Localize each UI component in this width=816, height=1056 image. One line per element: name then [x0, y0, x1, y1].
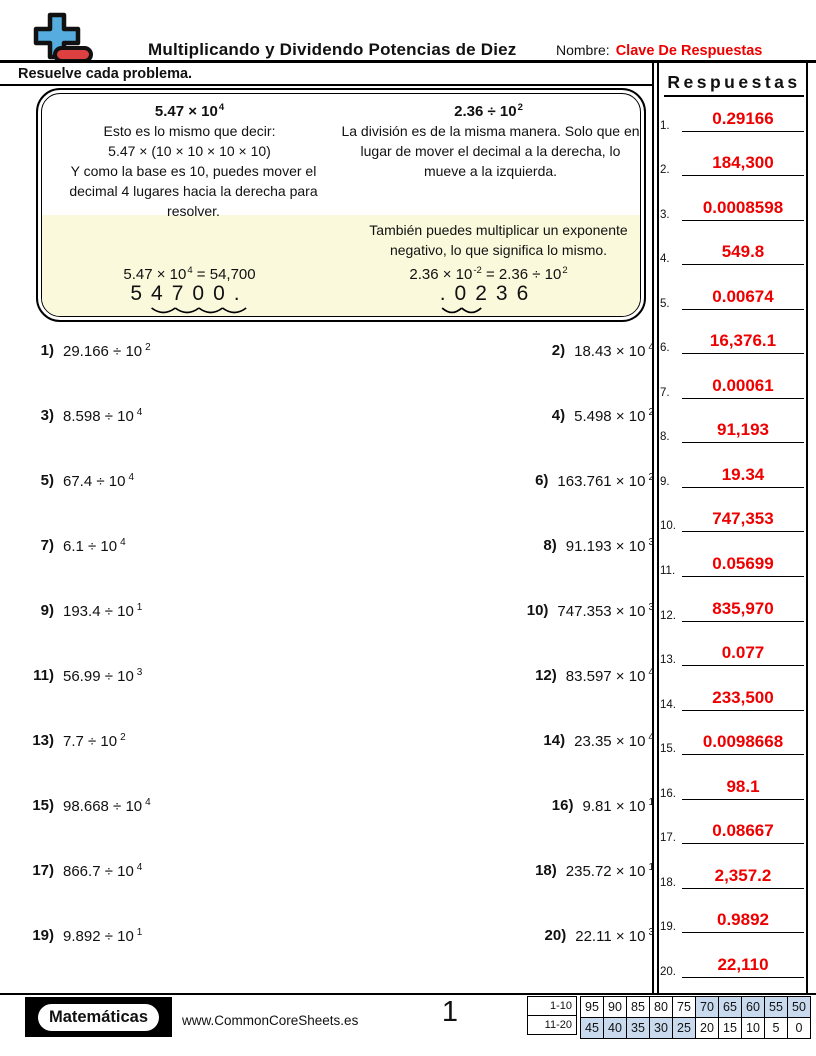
problem-expression [63, 732, 126, 750]
score-cell: 60 [742, 997, 765, 1018]
decimal-move-swoops-icon [440, 307, 538, 316]
problem-expression-text: 9.892 ÷ 10 [63, 928, 134, 945]
score-cell: 5 [765, 1018, 788, 1039]
decimal-move-swoops-icon [130, 307, 248, 316]
answer-blank-line [682, 287, 804, 310]
example-right-digits [440, 284, 538, 304]
score-cell: 20 [696, 1018, 719, 1039]
answer-blank-line [682, 465, 804, 488]
answer-number: 16. [660, 787, 676, 800]
answer-blank-line [682, 688, 804, 711]
problem-expression-text: 5.498 × 10 [574, 408, 646, 425]
problem-expression-text: 91.193 × 10 [565, 538, 646, 555]
answer-value: 2,357.2 [714, 865, 772, 885]
problems-row [14, 663, 654, 728]
problem-expression-text: 8.598 ÷ 10 [63, 408, 134, 425]
score-cell: 85 [627, 997, 650, 1018]
score-cell: 50 [788, 997, 811, 1018]
score-cell: 45 [581, 1018, 604, 1039]
name-label: Nombre: [556, 42, 610, 58]
problem-number: 18) [535, 862, 557, 879]
answer-blank-line [682, 955, 804, 978]
answer-number: 5. [660, 297, 670, 310]
problem-expression-text: 7.7 ÷ 10 [63, 733, 118, 750]
score-cell: 65 [719, 997, 742, 1018]
answers-list [658, 97, 808, 988]
problem-expression [63, 537, 126, 555]
answer-blank-line [682, 509, 804, 532]
answer-blank-line [682, 777, 804, 800]
example-right-eq-exponent2: 2 [562, 265, 568, 276]
problem-item [213, 793, 654, 858]
answer-row [658, 320, 808, 365]
answer-blank-line [682, 153, 804, 176]
answer-row [658, 899, 808, 944]
problem-item [188, 468, 654, 533]
score-cell: 55 [765, 997, 788, 1018]
problem-number: 10) [526, 602, 549, 619]
answer-value: 0.0098668 [702, 732, 784, 752]
problems-row [14, 533, 654, 598]
answer-blank-line [682, 198, 804, 221]
problem-number: 15) [32, 797, 54, 814]
problem-exponent: 1 [136, 927, 143, 938]
score-row [581, 1018, 811, 1039]
problem-expression [63, 407, 142, 425]
problem-exponent: 3 [648, 927, 654, 938]
score-cell: 80 [650, 997, 673, 1018]
answer-value: 22,110 [717, 954, 769, 974]
answer-value: 0.0008598 [702, 197, 784, 217]
answer-row [658, 721, 808, 766]
example-left-eq-result: = 54,700 [192, 266, 256, 283]
answer-number: 11. [660, 565, 676, 578]
problem-exponent: 4 [120, 537, 126, 548]
example-box [36, 88, 646, 322]
problem-expression-text: 67.4 ÷ 10 [63, 473, 126, 490]
score-cell: 0 [788, 1018, 811, 1039]
score-cell: 35 [627, 1018, 650, 1039]
answer-blank-line [682, 821, 804, 844]
problem-expression-text: 22.11 × 10 [575, 928, 646, 945]
problem-number: 6) [535, 472, 549, 489]
problem-expression-text: 235.72 × 10 [565, 863, 646, 880]
score-cell: 40 [604, 1018, 627, 1039]
problem-expression [557, 602, 654, 620]
problem-number: 9) [40, 602, 54, 619]
problem-expression-text: 9.81 × 10 [582, 798, 646, 815]
example-left-digits [130, 284, 248, 304]
score-grid [580, 996, 811, 1039]
answer-blank-line [682, 599, 804, 622]
problems-row [14, 598, 654, 663]
problem-number: 5) [40, 472, 54, 489]
problem-expression [582, 797, 654, 815]
answer-number: 19. [660, 921, 676, 934]
answer-blank-line [682, 242, 804, 265]
problem-expression-text: 23.35 × 10 [574, 733, 646, 750]
answer-number: 4. [660, 253, 670, 266]
problem-expression [63, 927, 142, 945]
problems-row [14, 403, 654, 468]
score-row [581, 997, 811, 1018]
problem-expression [566, 667, 654, 685]
answer-row [658, 97, 808, 142]
answer-row [658, 409, 808, 454]
problem-number: 7) [40, 537, 54, 554]
name-row [556, 42, 762, 59]
example-left-decimal-demo [42, 284, 337, 305]
score-range-label: 11-20 [527, 1015, 577, 1035]
example-right-digits-text: .0236 [439, 282, 538, 305]
problem-expression [566, 862, 654, 880]
example-right-line1: La división es de la misma manera. Solo que en lugar de mover el decimal a la derecha, lo mueve a la izquierda. [341, 123, 640, 179]
problem-number: 13) [32, 732, 54, 749]
problem-exponent: 4 [648, 667, 654, 678]
problem-number: 1) [40, 342, 54, 359]
problem-expression [574, 342, 654, 360]
answer-number: 10. [660, 520, 676, 533]
problems-row [14, 793, 654, 858]
example-left-line1: Esto es lo mismo que decir: [103, 123, 276, 139]
problem-expression-text: 83.597 × 10 [565, 668, 646, 685]
example-right-eq-mid: = 2.36 ÷ 10 [481, 266, 562, 283]
problem-item [14, 793, 213, 858]
answer-row [658, 943, 808, 988]
answer-row [658, 186, 808, 231]
score-cell: 75 [673, 997, 696, 1018]
answer-value: 19.34 [721, 464, 765, 484]
problem-exponent: 1 [648, 862, 654, 873]
answer-key-label: Clave De Respuestas [615, 43, 763, 59]
score-cell: 95 [581, 997, 604, 1018]
problem-item [197, 663, 654, 728]
problem-exponent: 3 [648, 602, 654, 613]
answer-blank-line [682, 109, 804, 132]
example-left-title [42, 98, 337, 122]
answer-value: 0.05699 [712, 554, 774, 574]
answer-number: 18. [660, 876, 676, 889]
problem-exponent: 4 [136, 407, 143, 418]
worksheet-title: Multiplicando y Dividendo Potencias de Diez [148, 40, 517, 59]
answer-row [658, 364, 808, 409]
brand-name: Matemáticas [38, 1004, 159, 1031]
problem-number: 19) [32, 927, 54, 944]
problem-item [14, 598, 188, 663]
problem-expression-text: 163.761 × 10 [557, 473, 646, 490]
answer-blank-line [682, 732, 804, 755]
answer-blank-line [682, 331, 804, 354]
answer-row [658, 231, 808, 276]
problem-expression [575, 927, 654, 945]
problem-item [205, 403, 654, 468]
example-left-eq-base: 5.47 × 10 [123, 266, 187, 283]
problem-exponent: 2 [648, 472, 654, 483]
answer-value: 0.29166 [712, 108, 774, 128]
example-right-eq-exponent: -2 [473, 265, 482, 276]
problem-item [14, 728, 205, 793]
brand-box [25, 997, 172, 1037]
answer-row [658, 542, 808, 587]
problem-exponent: 4 [648, 732, 654, 743]
score-cell: 10 [742, 1018, 765, 1039]
example-left-title-exponent: 4 [218, 102, 225, 113]
problem-item [188, 598, 654, 663]
answer-value: 233,500 [712, 687, 774, 707]
score-cell: 30 [650, 1018, 673, 1039]
problem-number: 8) [543, 537, 557, 554]
score-cell: 70 [696, 997, 719, 1018]
problem-number: 4) [551, 407, 566, 424]
problem-number: 17) [32, 862, 54, 879]
problem-exponent: 1 [136, 602, 143, 613]
problems-row [14, 468, 654, 533]
problem-expression [63, 862, 142, 880]
answer-row [658, 142, 808, 187]
answer-number: 12. [660, 609, 676, 622]
problem-expression-text: 98.668 ÷ 10 [63, 798, 143, 815]
header-divider [0, 60, 816, 63]
problem-expression [63, 602, 142, 620]
example-right-title-exponent: 2 [517, 102, 523, 113]
example-left-title-base: 5.47 × 10 [154, 103, 218, 120]
problem-expression-text: 6.1 ÷ 10 [63, 538, 118, 555]
plus-minus-math-logo-icon [28, 12, 94, 64]
score-cell: 90 [604, 997, 627, 1018]
problem-item [14, 923, 206, 988]
example-right-note: También puedes multiplicar un exponente negativo, lo que significa lo mismo. [369, 222, 628, 258]
problem-item [14, 533, 197, 598]
problem-exponent: 3 [648, 537, 654, 548]
problem-expression [574, 407, 654, 425]
answer-row [658, 854, 808, 899]
footer-divider [0, 993, 816, 995]
example-right-title [337, 98, 640, 122]
problem-number: 3) [40, 407, 54, 424]
answer-number: 13. [660, 654, 676, 667]
problem-expression [63, 667, 142, 685]
problem-expression-text: 866.7 ÷ 10 [63, 863, 134, 880]
problem-exponent: 2 [648, 407, 654, 418]
answer-value: 98.1 [726, 776, 760, 796]
problem-number: 16) [551, 797, 574, 814]
problem-expression-text: 29.166 ÷ 10 [63, 343, 143, 360]
answer-number: 2. [660, 164, 670, 177]
instruction-text: Resuelve cada problema. [18, 66, 193, 82]
problems-row [14, 923, 654, 988]
problem-item [205, 728, 654, 793]
example-left-line2: 5.47 × (10 × 10 × 10 × 10) [108, 143, 271, 159]
answer-number: 7. [660, 386, 670, 399]
score-cell: 15 [719, 1018, 742, 1039]
answers-header-text: Respuestas [664, 72, 803, 97]
problem-number: 11) [33, 667, 54, 684]
answer-number: 8. [660, 431, 670, 444]
problem-item [14, 858, 197, 923]
answer-value: 0.00061 [712, 375, 774, 395]
problem-exponent: 3 [136, 667, 143, 678]
answer-row [658, 676, 808, 721]
problem-expression [63, 797, 151, 815]
problem-exponent: 4 [128, 472, 135, 483]
problem-item [197, 858, 654, 923]
answer-value: 91,193 [717, 420, 769, 440]
problem-number: 2) [551, 342, 566, 359]
problem-exponent: 2 [120, 732, 126, 743]
example-box-inner [41, 93, 641, 317]
answer-blank-line [682, 910, 804, 933]
answer-value: 835,970 [712, 598, 774, 618]
answer-value: 0.08667 [712, 821, 774, 841]
problem-item [14, 663, 197, 728]
example-right-eq-base: 2.36 × 10 [409, 266, 473, 283]
answer-row [658, 498, 808, 543]
answer-row [658, 453, 808, 498]
answer-number: 9. [660, 475, 670, 488]
answer-row [658, 632, 808, 677]
problem-expression [63, 342, 151, 360]
problems-row [14, 338, 654, 403]
problem-expression-text: 56.99 ÷ 10 [63, 668, 134, 685]
problem-expression [566, 537, 654, 555]
problem-item [205, 338, 654, 403]
answer-value: 747,353 [712, 509, 774, 529]
problem-item [206, 923, 654, 988]
problems-row [14, 858, 654, 923]
problems-row [14, 728, 654, 793]
answer-value: 184,300 [712, 153, 774, 173]
problem-expression [574, 732, 654, 750]
answer-blank-line [682, 376, 804, 399]
answer-row [658, 275, 808, 320]
answer-value: 0.9892 [717, 910, 769, 930]
problem-expression [557, 472, 654, 490]
problem-exponent: 1 [648, 797, 654, 808]
answer-value: 0.00674 [712, 286, 774, 306]
answer-blank-line [682, 420, 804, 443]
problem-item [14, 403, 205, 468]
problem-item [197, 533, 654, 598]
problem-expression-text: 193.4 ÷ 10 [63, 603, 134, 620]
instruction-divider [0, 84, 652, 86]
answers-header [660, 72, 808, 97]
example-right-title-base: 2.36 ÷ 10 [454, 103, 517, 120]
page-number: 1 [441, 996, 459, 1028]
problem-exponent: 4 [136, 862, 143, 873]
example-left-line3: Y como la base es 10, puedes mover el decimal 4 lugares hacia la derecha para resolver. [69, 163, 318, 219]
problem-item [14, 338, 205, 403]
example-left-eq-exponent: 4 [187, 265, 193, 276]
score-cell: 25 [673, 1018, 696, 1039]
score-table [527, 996, 811, 1039]
answer-number: 3. [660, 208, 670, 221]
problems-grid [14, 338, 654, 988]
problem-expression [63, 472, 134, 490]
answer-number: 6. [660, 342, 670, 355]
answer-row [658, 765, 808, 810]
score-range-label: 1-10 [527, 996, 577, 1016]
answer-row [658, 587, 808, 632]
answer-number: 15. [660, 743, 676, 756]
answer-value: 549.8 [721, 242, 765, 262]
answer-number: 1. [660, 119, 670, 132]
problem-exponent: 2 [145, 342, 151, 353]
problem-number: 20) [544, 927, 567, 944]
answer-row [658, 810, 808, 855]
score-range-labels [527, 996, 577, 1035]
website-url: www.CommonCoreSheets.es [182, 1013, 359, 1028]
problem-number: 12) [535, 667, 557, 684]
answer-value: 0.077 [721, 643, 765, 663]
example-left-digits-text: 54700. [130, 282, 249, 305]
example-right-decimal-demo [337, 284, 640, 305]
problem-item [14, 468, 188, 533]
problem-number: 14) [543, 732, 566, 749]
problem-expression-text: 18.43 × 10 [574, 343, 646, 360]
answer-blank-line [682, 866, 804, 889]
answer-blank-line [682, 554, 804, 577]
answer-blank-line [682, 643, 804, 666]
problem-expression-text: 747.353 × 10 [557, 603, 646, 620]
answer-number: 14. [660, 698, 676, 711]
problem-exponent: 4 [648, 342, 654, 353]
answer-value: 16,376.1 [709, 331, 777, 351]
answer-number: 20. [660, 965, 676, 978]
problem-exponent: 4 [145, 797, 151, 808]
answer-number: 17. [660, 832, 676, 845]
